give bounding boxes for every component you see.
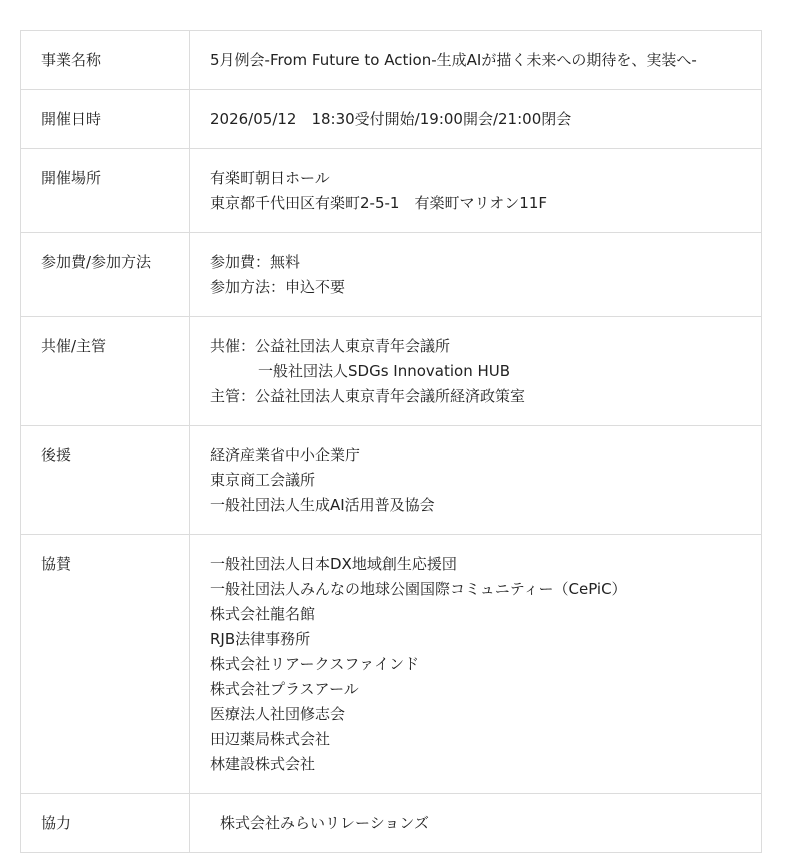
row-value (190, 426, 762, 535)
sponsor-item: 株式会社プラスアール (210, 680, 359, 698)
event-name-text: 5月例会-From Future to Action-生成AIが描く未来への期待を、実装へ- (210, 51, 697, 69)
sponsor-item: 医療法人社団修志会 (210, 705, 346, 723)
row-cooperation (21, 794, 762, 853)
organizer-line: 主管：公益社団法人東京青年会議所経済政策室 (210, 387, 526, 405)
fee-text: 参加費：無料 (210, 253, 301, 271)
row-label: 開催日時 (21, 90, 190, 149)
row-venue (21, 149, 762, 233)
supporter-item: 経済産業省中小企業庁 (210, 446, 361, 464)
row-cohost-organizer (21, 317, 762, 426)
row-label: 開催場所 (21, 149, 190, 233)
row-label: 共催/主管 (21, 317, 190, 426)
cohost-line-2 (210, 359, 741, 384)
venue-name: 有楽町朝日ホール (210, 169, 330, 187)
row-label: 後援 (21, 426, 190, 535)
sponsor-item: 林建設株式会社 (210, 755, 316, 773)
cooperation-item: 株式会社みらいリレーションズ (220, 814, 429, 832)
row-event-name (21, 31, 762, 90)
method-text: 参加方法：申込不要 (210, 278, 346, 296)
venue-address: 東京都千代田区有楽町2-5-1 有楽町マリオン11F (210, 194, 548, 212)
cohost-line: 共催：公益社団法人東京青年会議所 (210, 337, 451, 355)
row-value (190, 31, 762, 90)
sponsor-item: RJB法律事務所 (210, 630, 311, 648)
row-value (190, 535, 762, 794)
row-sponsors (21, 535, 762, 794)
row-value (190, 149, 762, 233)
sponsor-item: 一般社団法人日本DX地域創生応援団 (210, 555, 457, 573)
row-label: 事業名称 (21, 31, 190, 90)
row-date-time (21, 90, 762, 149)
sponsor-item: 株式会社リアークスファインド (210, 655, 420, 673)
row-fee-method (21, 233, 762, 317)
row-support (21, 426, 762, 535)
row-value (190, 90, 762, 149)
supporter-item: 東京商工会議所 (210, 471, 316, 489)
event-info-table (20, 30, 762, 853)
row-label: 協賛 (21, 535, 190, 794)
row-label: 参加費/参加方法 (21, 233, 190, 317)
row-value (190, 317, 762, 426)
date-time-text: 2026/05/12 18:30受付開始/19:00開会/21:00閉会 (210, 110, 572, 128)
supporter-item: 一般社団法人生成AI活用普及協会 (210, 496, 435, 514)
row-value (190, 794, 762, 853)
sponsor-item: 一般社団法人みんなの地球公園国際コミュニティー（CePiC） (210, 580, 627, 598)
cohost-name-2: 一般社団法人SDGs Innovation HUB (258, 362, 511, 380)
row-label: 協力 (21, 794, 190, 853)
row-value (190, 233, 762, 317)
sponsor-item: 田辺薬局株式会社 (210, 730, 331, 748)
sponsor-item: 株式会社龍名館 (210, 605, 316, 623)
